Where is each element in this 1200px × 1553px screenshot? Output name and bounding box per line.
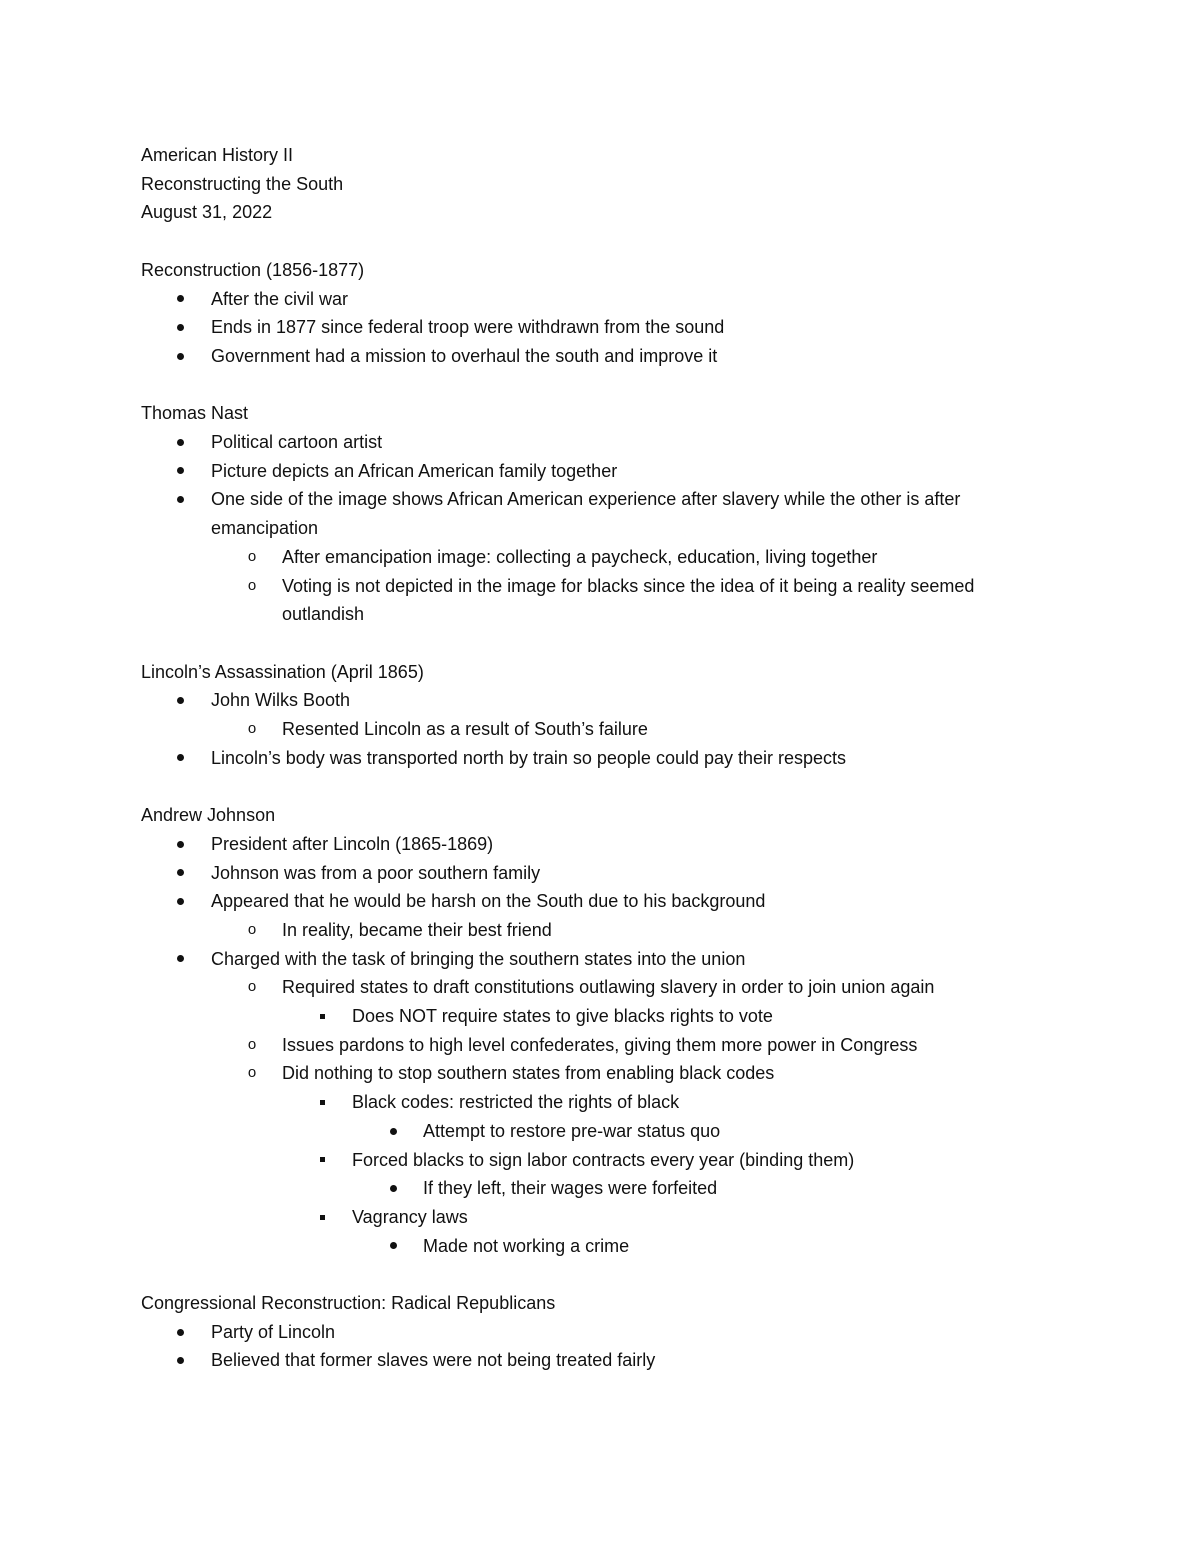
list-item-text: One side of the image shows African American experience after slavery while the other is after emancipation <box>211 489 961 539</box>
list-item <box>141 686 1061 715</box>
list-item <box>141 1203 1061 1232</box>
bullet-icon <box>170 945 190 974</box>
list-item <box>141 1318 1061 1347</box>
list-item <box>141 1146 1061 1175</box>
list-item <box>141 916 1061 945</box>
bullet-icon <box>170 428 190 457</box>
square-bullet-icon <box>312 1203 332 1232</box>
document-body <box>141 141 1061 1375</box>
bullet-icon <box>170 830 190 859</box>
list-item-text: In reality, became their best friend <box>282 919 552 940</box>
spacer <box>141 371 1061 400</box>
list-item-text: Attempt to restore pre-war status quo <box>423 1120 721 1141</box>
list-item-text: Issues pardons to high level confederates, giving them more power in Congress <box>282 1034 918 1055</box>
list-item <box>141 1232 1061 1261</box>
list-item-text: Vagrancy laws <box>352 1206 468 1227</box>
list-item-text: Ends in 1877 since federal troop were withdrawn from the sound <box>211 317 725 338</box>
list-item <box>141 859 1061 888</box>
document-date: August 31, 2022 <box>141 202 273 223</box>
bullet-icon <box>170 859 190 888</box>
square-icon <box>320 1157 325 1162</box>
bullet-icon <box>383 1174 403 1203</box>
list-item-text: If they left, their wages were forfeited <box>423 1178 718 1199</box>
filled-dot-icon <box>390 1128 397 1135</box>
list-item-text: Johnson was from a poor southern family <box>211 862 541 883</box>
list-item <box>141 313 1061 342</box>
list-item-text: Lincoln’s body was transported north by train so people could pay their respects <box>211 747 847 768</box>
filled-dot-icon <box>177 869 184 876</box>
list-item <box>141 1059 1061 1088</box>
list-item-text: Believed that former slaves were not being treated fairly <box>211 1350 656 1371</box>
section-heading: Thomas Nast <box>141 403 249 424</box>
section-heading: Andrew Johnson <box>141 805 276 826</box>
list-item-text: Picture depicts an African American family together <box>211 460 618 481</box>
list-item <box>141 744 1061 773</box>
filled-dot-icon <box>177 1357 184 1364</box>
filled-dot-icon <box>177 467 184 474</box>
list-item <box>141 1088 1061 1117</box>
filled-dot-icon <box>177 496 184 503</box>
list-item <box>141 1002 1061 1031</box>
bullet-icon <box>170 457 190 486</box>
square-bullet-icon <box>312 1088 332 1117</box>
list-item <box>141 1174 1061 1203</box>
circle-bullet-icon: o <box>247 547 257 565</box>
list-item <box>141 428 1061 457</box>
list-item <box>141 973 1061 1002</box>
circle-bullet-icon: o <box>247 1035 257 1053</box>
filled-dot-icon <box>177 754 184 761</box>
bullet-icon <box>170 744 190 773</box>
circle-bullet-icon: o <box>247 978 257 996</box>
list-item <box>141 887 1061 916</box>
filled-dot-icon <box>177 324 184 331</box>
list-item-text: Political cartoon artist <box>211 432 383 452</box>
list-item <box>141 1117 1061 1146</box>
square-bullet-icon <box>312 1002 332 1031</box>
filled-dot-icon <box>177 955 184 962</box>
list-item-text: Party of Lincoln <box>211 1321 336 1342</box>
list-item-text: Forced blacks to sign labor contracts every year (binding them) <box>352 1149 855 1170</box>
list-item <box>141 543 1061 572</box>
list-item <box>141 715 1061 744</box>
circle-bullet-icon: o <box>247 920 257 938</box>
list-item-text: John Wilks Booth <box>211 690 351 711</box>
list-item-text: Voting is not depicted in the image for blacks since the idea of it being a reality seemed outlandish <box>282 575 975 625</box>
bullet-icon <box>170 887 190 916</box>
list-item-text: Required states to draft constitutions outlawing slavery in order to join union again <box>282 977 935 998</box>
notes-section <box>141 1289 1061 1375</box>
filled-dot-icon <box>177 697 184 704</box>
spacer <box>141 1260 1061 1289</box>
list-item-text: Made not working a crime <box>423 1235 630 1256</box>
circle-bullet-icon: o <box>247 720 257 738</box>
filled-dot-icon <box>390 1185 397 1192</box>
bullet-icon <box>170 313 190 342</box>
spacer <box>141 772 1061 801</box>
circle-bullet-icon: o <box>247 1064 257 1082</box>
bullet-icon <box>170 342 190 371</box>
bullet-icon <box>170 285 190 314</box>
list-item-text: After the civil war <box>211 288 349 309</box>
bullet-icon <box>170 1318 190 1347</box>
bullet-icon <box>170 485 190 514</box>
bullet-icon <box>170 1346 190 1375</box>
filled-dot-icon <box>177 841 184 848</box>
notes-section <box>141 256 1061 400</box>
square-bullet-icon <box>312 1146 332 1175</box>
list-item-text: President after Lincoln (1865-1869) <box>211 833 494 854</box>
list-item <box>141 285 1061 314</box>
filled-dot-icon <box>177 1329 184 1336</box>
bullet-icon <box>383 1232 403 1261</box>
filled-dot-icon <box>177 439 184 446</box>
notes-section <box>141 399 1061 657</box>
list-item <box>141 945 1061 974</box>
spacer <box>141 629 1061 658</box>
list-item <box>141 485 1061 542</box>
list-item-text: Charged with the task of bringing the southern states into the union <box>211 948 746 969</box>
bullet-icon <box>383 1117 403 1146</box>
square-icon <box>320 1100 325 1105</box>
square-icon <box>320 1014 325 1019</box>
square-icon <box>320 1215 325 1220</box>
filled-dot-icon <box>177 353 184 360</box>
section-heading: Reconstruction (1856-1877) <box>141 259 365 280</box>
course-title: American History II <box>141 145 294 165</box>
list-item-text: Appeared that he would be harsh on the South due to his background <box>211 891 766 912</box>
list-item-text: Does NOT require states to give blacks rights to vote <box>352 1006 773 1027</box>
list-item <box>141 457 1061 486</box>
list-item-text: Black codes: restricted the rights of black <box>352 1092 680 1113</box>
bullet-icon <box>170 686 190 715</box>
list-item <box>141 1031 1061 1060</box>
filled-dot-icon <box>390 1242 397 1249</box>
list-item <box>141 830 1061 859</box>
notes-sections <box>141 256 1061 1375</box>
list-item-text: Government had a mission to overhaul the south and improve it <box>211 345 718 366</box>
list-item <box>141 572 1061 629</box>
notes-section <box>141 658 1061 802</box>
list-item-text: Did nothing to stop southern states from enabling black codes <box>282 1063 775 1084</box>
list-item <box>141 342 1061 371</box>
notes-section <box>141 801 1061 1289</box>
list-item-text: After emancipation image: collecting a paycheck, education, living together <box>282 546 878 567</box>
list-item <box>141 1346 1061 1375</box>
circle-bullet-icon: o <box>247 576 257 594</box>
list-item-text: Resented Lincoln as a result of South’s failure <box>282 719 648 740</box>
spacer <box>141 227 1061 256</box>
topic-title: Reconstructing the South <box>141 173 344 194</box>
section-heading: Congressional Reconstruction: Radical Republicans <box>141 1293 556 1314</box>
section-heading: Lincoln’s Assassination (April 1865) <box>141 661 424 682</box>
filled-dot-icon <box>177 898 184 905</box>
filled-dot-icon <box>177 295 184 302</box>
